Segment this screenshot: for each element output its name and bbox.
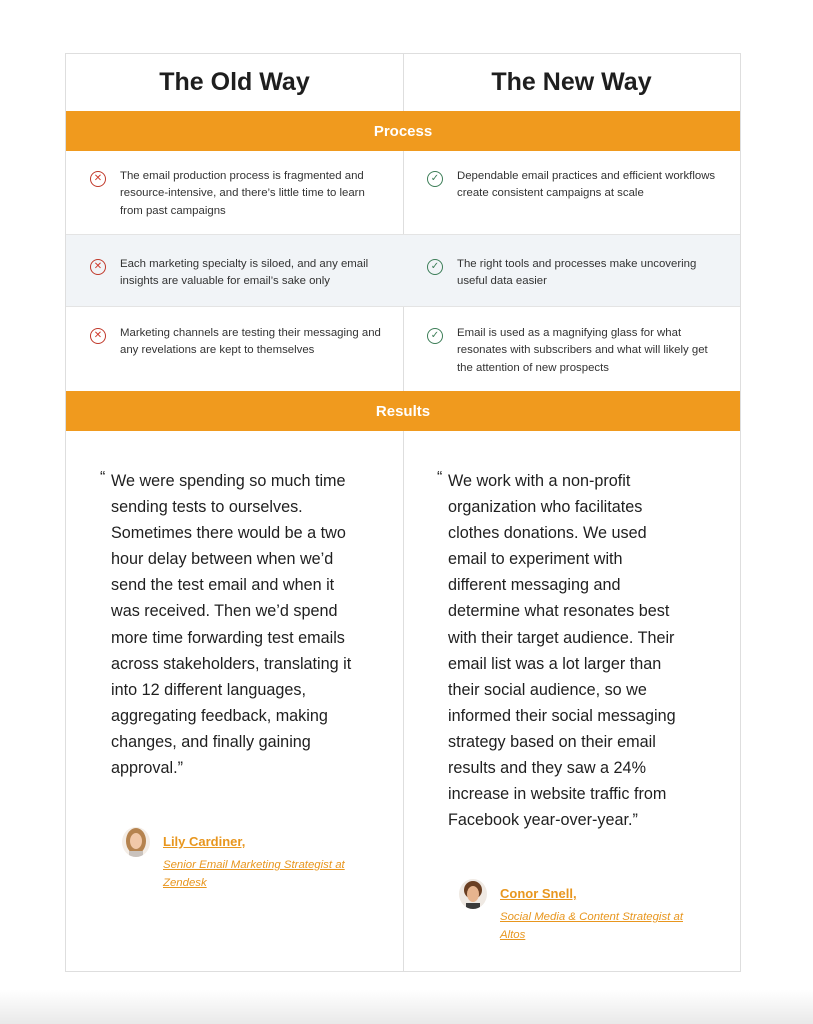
new-way-text: The right tools and processes make uncovering useful data easier bbox=[457, 258, 697, 288]
old-way-cell bbox=[66, 235, 403, 306]
old-way-heading: The Old Way bbox=[159, 68, 310, 96]
new-way-text: Email is used as a magnifying glass for what resonates with subscribers and what will likely get the attention of new prospects bbox=[457, 327, 708, 374]
testimonial-quote bbox=[100, 468, 361, 781]
x-circle-icon: ✕ bbox=[90, 171, 106, 187]
old-way-text: Each marketing specialty is siloed, and any email insights are valuable for email’s sake only bbox=[120, 258, 369, 288]
comparison-table bbox=[65, 53, 741, 972]
old-way-text: Marketing channels are testing their messaging and any revelations are kept to themselves bbox=[120, 327, 381, 357]
quote-mark: “ bbox=[100, 469, 106, 486]
author-name[interactable]: Lily Cardiner, bbox=[163, 834, 246, 849]
check-circle-icon: ✓ bbox=[427, 328, 443, 344]
new-way-cell bbox=[403, 307, 740, 391]
quote-text: We were spending so much time sending tests to ourselves. Sometimes there would be a two hour delay between when we’d send the test email and when it was received. Then we’d spend more time forwarding test emails across stakeholders, translating it into 12 different languages, aggregating feedback, making changes, and finally gaining approval.” bbox=[111, 472, 352, 778]
process-row bbox=[66, 234, 740, 306]
process-section-header: Process bbox=[66, 111, 740, 151]
author-role[interactable]: Senior Email Marketing Strategist at Zendesk bbox=[163, 859, 345, 889]
new-way-testimonial bbox=[403, 431, 740, 971]
new-way-cell bbox=[403, 235, 740, 306]
old-way-cell bbox=[66, 307, 403, 391]
new-way-heading: The New Way bbox=[491, 68, 652, 96]
x-circle-icon: ✕ bbox=[90, 259, 106, 275]
page-bottom-shadow bbox=[0, 990, 813, 1024]
avatar bbox=[122, 827, 150, 857]
author-name[interactable]: Conor Snell, bbox=[500, 886, 577, 901]
quote-text: We work with a non-profit organization who facilitates clothes donations. We used email to experiment with different messaging and determine what resonates best with their target audience. Their email list was a lot larger than their social audience, so we informed their social messaging strategy based on their email results and they saw a 24% increase in website traffic from Facebook year-over-year.” bbox=[448, 472, 676, 830]
process-row bbox=[66, 151, 740, 234]
old-way-testimonial bbox=[66, 431, 403, 971]
new-way-cell bbox=[403, 151, 740, 234]
check-circle-icon: ✓ bbox=[427, 171, 443, 187]
old-way-cell bbox=[66, 151, 403, 234]
process-row bbox=[66, 306, 740, 391]
results-section-header: Results bbox=[66, 391, 740, 431]
quote-mark: “ bbox=[437, 469, 443, 486]
check-circle-icon: ✓ bbox=[427, 259, 443, 275]
new-way-text: Dependable email practices and efficient workflows create consistent campaigns at scale bbox=[457, 170, 716, 200]
old-way-text: The email production process is fragmented and resource-intensive, and there’s little time to learn from past campaigns bbox=[120, 170, 365, 217]
avatar bbox=[459, 879, 487, 909]
x-circle-icon: ✕ bbox=[90, 328, 106, 344]
testimonial-quote bbox=[437, 468, 684, 833]
author-role[interactable]: Social Media & Content Strategist at Altos bbox=[500, 911, 683, 941]
